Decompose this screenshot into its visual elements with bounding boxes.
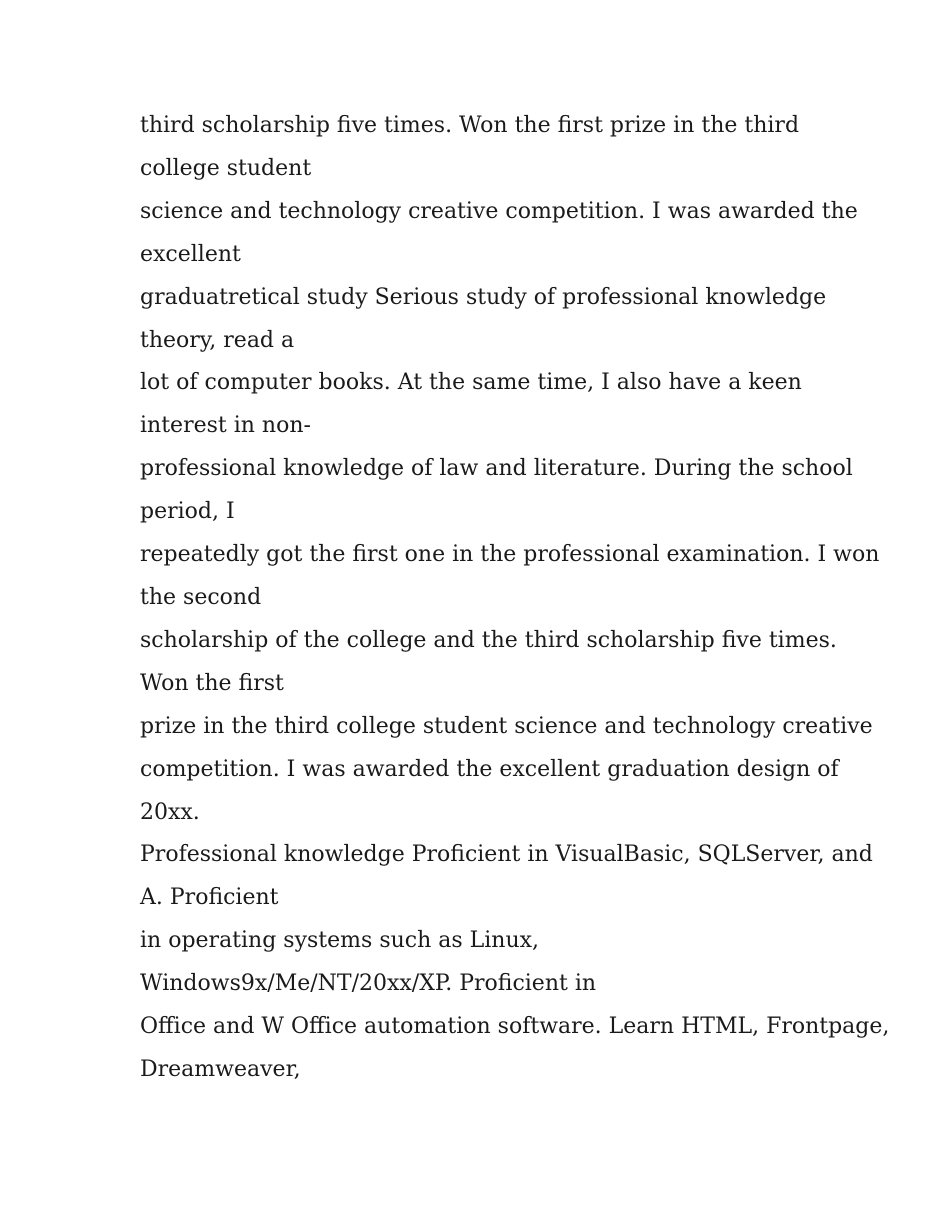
text-line: Windows9x/Me/NT/20xx/XP. Proficient in <box>140 971 597 997</box>
text-line: graduatretical study Serious study of professional knowledge <box>140 284 827 310</box>
text-line: period, I <box>140 499 235 525</box>
text-line: science and technology creative competition. I was awarded the <box>140 198 858 224</box>
text-line: Professional knowledge Proficient in VisualBasic, SQLServer, and <box>140 842 873 868</box>
text-line: competition. I was awarded the excellent graduation design of <box>140 756 839 782</box>
text-line: prize in the third college student science and technology creative <box>140 713 873 739</box>
text-line: interest in non- <box>140 413 311 439</box>
text-line: theory, read a <box>140 327 295 353</box>
text-line: scholarship of the college and the third scholarship five times. <box>140 627 837 653</box>
text-line: professional knowledge of law and literature. During the school <box>140 456 853 482</box>
text-line: lot of computer books. At the same time, I also have a keen <box>140 370 802 396</box>
text-line: college student <box>140 155 312 181</box>
text-line: Dreamweaver, <box>140 1056 301 1082</box>
text-line: in operating systems such as Linux, <box>140 928 540 954</box>
text-line: Won the first <box>140 670 284 696</box>
text-line: Office and W Office automation software. Learn HTML, Frontpage, <box>140 1014 890 1040</box>
text-line: the second <box>140 584 262 610</box>
text-line: A. Proficient <box>140 885 279 911</box>
body-text <box>140 105 890 1092</box>
text-line: excellent <box>140 241 241 267</box>
text-line: third scholarship five times. Won the first prize in the third <box>140 113 800 138</box>
text-line: 20xx. <box>140 799 200 825</box>
text-line: repeatedly got the first one in the professional examination. I won <box>140 542 880 568</box>
